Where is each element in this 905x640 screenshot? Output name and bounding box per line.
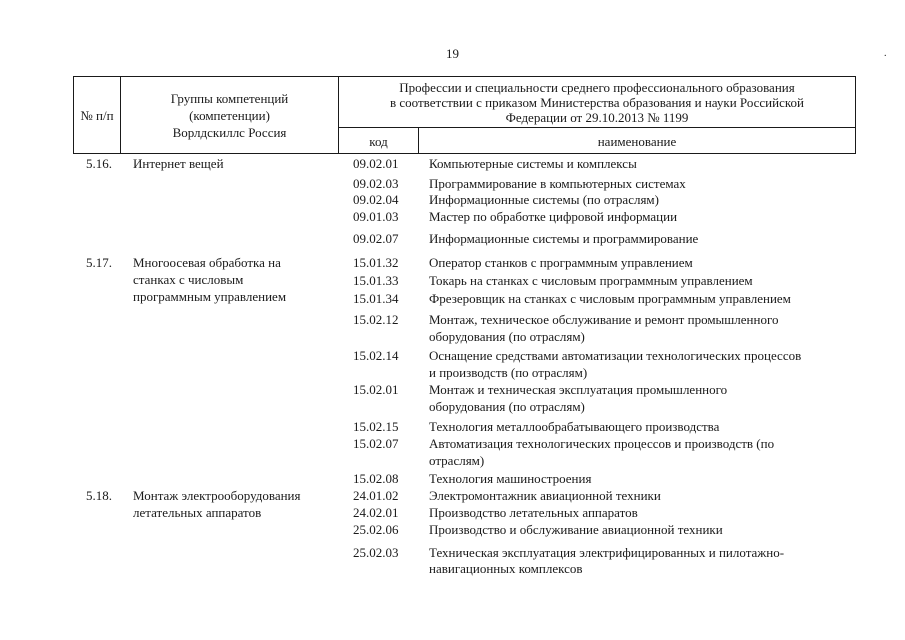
competence-group: Интернет вещей [133,156,224,171]
specialty-code: 15.02.15 [353,419,399,434]
competence-group-line-3: программным управлением [133,289,287,304]
specialty-name: Токарь на станках с числовым программным управлением [429,273,753,288]
specialty-name: Информационные системы и программирование [429,231,699,246]
specialty-name-line-2: оборудования (по отраслям) [429,329,585,344]
specialty-name: Технология машиностроения [429,471,592,486]
specialty-name: Фрезеровщик на станках с числовым программным управлением [429,291,791,306]
specialty-name: Программирование в компьютерных системах [429,176,686,191]
specialty-name-line-1: Монтаж и техническая эксплуатация промышленного [429,382,728,397]
header-col-group-line-3: Ворлдскиллс Россия [172,125,287,140]
specialty-code: 09.02.07 [353,231,399,246]
header-top-line [73,76,856,77]
corner-mark: . [884,48,887,59]
specialty-name-line-1: Монтаж, техническое обслуживание и ремонт промышленного [429,312,779,327]
header-col-prof-line-3: Федерации от 29.10.2013 № 1199 [505,110,689,125]
specialty-code: 15.01.32 [353,255,399,270]
competence-group-line-1: Монтаж электрооборудования [133,488,301,503]
header-col-group-line-1: Группы компетенций [170,91,289,106]
specialty-code: 15.01.34 [353,291,399,306]
specialty-code: 15.02.12 [353,312,399,327]
specialty-code: 09.01.03 [353,209,399,224]
header-sub-line [338,127,856,128]
header-col-group-line-2: (компетенции) [189,108,270,123]
specialty-name: Оператор станков с программным управлением [429,255,693,270]
specialty-name-line-1: Оснащение средствами автоматизации технологических процессов [429,348,802,363]
specialty-code: 09.02.04 [353,192,399,207]
section-number: 5.17. [86,255,112,270]
specialty-name-line-1: Техническая эксплуатация электрифицированных и пилотажно- [429,545,785,560]
header-col-name: наименование [597,134,677,149]
specialty-code: 15.01.33 [353,273,399,288]
page-number: 19 [446,46,459,61]
specialty-code: 15.02.07 [353,436,399,451]
specialty-code: 09.02.01 [353,156,399,171]
specialty-name: Технология металлообрабатывающего производства [429,419,720,434]
specialty-name-line-2: отраслям) [429,453,485,468]
specialty-code: 24.01.02 [353,488,399,503]
specialty-name-line-2: и производств (по отраслям) [429,365,588,380]
header-col-num: № п/п [80,108,114,123]
specialty-name: Производство летательных аппаратов [429,505,638,520]
specialty-name: Компьютерные системы и комплексы [429,156,637,171]
competence-group-line-1: Многоосевая обработка на [133,255,281,270]
specialty-code: 25.02.03 [353,545,399,560]
specialty-name: Производство и обслуживание авиационной техники [429,522,723,537]
section-number: 5.16. [86,156,112,171]
competence-group-line-2: станках с числовым [133,272,244,287]
specialty-code: 15.02.08 [353,471,399,486]
specialty-name: Информационные системы (по отраслям) [429,192,659,207]
header-col-prof-line-2: в соответствии с приказом Министерства образования и науки Российской [390,95,804,110]
header-col-prof-line-1: Профессии и специальности среднего профессионального образования [399,80,795,95]
specialty-name-line-2: оборудования (по отраслям) [429,399,585,414]
header-col-code: код [369,134,388,149]
specialty-name-line-2: навигационных комплексов [429,561,583,576]
header-bottom-line [73,153,856,154]
specialty-name-line-1: Автоматизация технологических процессов и производств (по [429,436,775,451]
header-right-border [855,76,856,154]
specialty-code: 25.02.06 [353,522,399,537]
specialty-name: Мастер по обработке цифровой информации [429,209,678,224]
specialty-name: Электромонтажник авиационной техники [429,488,661,503]
competence-group-line-2: летательных аппаратов [133,505,262,520]
specialty-code: 15.02.14 [353,348,399,363]
specialty-code: 24.02.01 [353,505,399,520]
specialty-code: 15.02.01 [353,382,399,397]
section-number: 5.18. [86,488,112,503]
specialty-code: 09.02.03 [353,176,399,191]
